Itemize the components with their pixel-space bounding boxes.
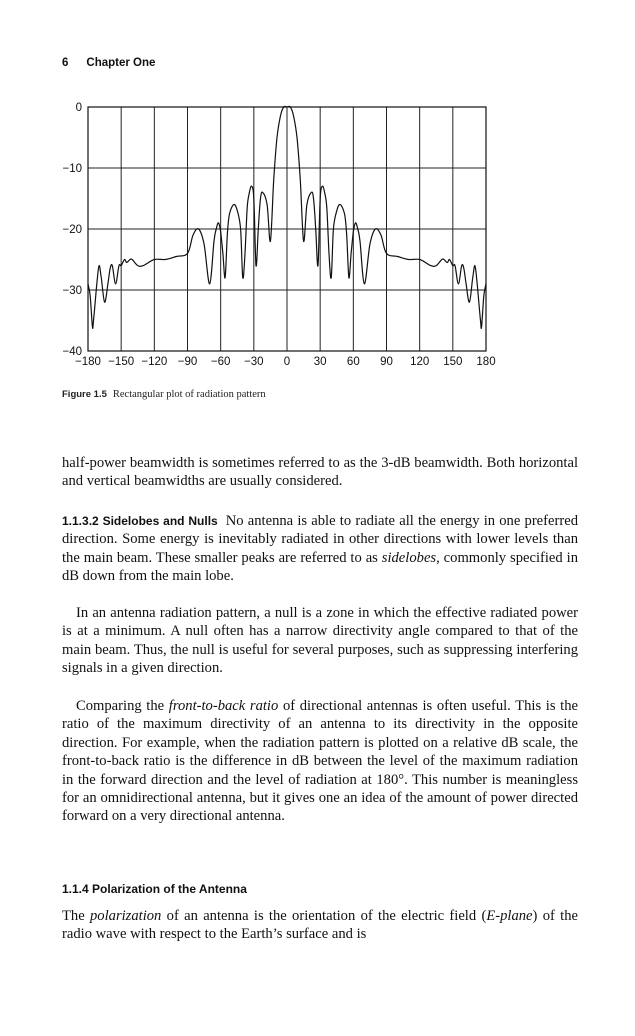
x-tick-label: −30 — [244, 356, 264, 368]
y-tick-label: −30 — [62, 285, 82, 297]
paragraph-beamwidth — [62, 454, 578, 491]
paragraph-text: ) of the radio wave with respect to the Earth’s surface and is — [62, 908, 578, 943]
paragraph-sidelobes — [62, 512, 578, 586]
emphasis-text: sidelobes — [381, 549, 437, 566]
chapter-title: Chapter One — [86, 57, 156, 69]
x-tick-label: −150 — [108, 356, 135, 368]
page-number: 6 — [62, 57, 69, 69]
paragraph-front-to-back — [62, 697, 578, 826]
figure-caption-text: Rectangular plot of radiation pattern — [112, 389, 266, 400]
x-tick-label: 30 — [313, 356, 327, 368]
paragraph-text: No antenna is able to radiate all the energy in one preferred direction. Some energy is inevitably radiated in other directions with lower levels than the main beam. These smaller peaks are referred to as — [62, 513, 578, 566]
paragraph-text: of directional antennas is often useful. This is the ratio of the maximum directivity of an antenna to its directivity in the opposite direction. For example, when the radiation pattern is plotted on a relative dB scale, the front-to-back ratio is the difference in dB between the level of the maximum radiation in the forward direction and the level of radiation at 180°. This number is meaningless for an omnidirectional antenna, but it gives one an idea of the amount of power directed forward on a very directional antenna. — [62, 698, 579, 825]
section-heading-polarization: 1.1.4 Polarization of the Antenna — [62, 882, 247, 896]
figure-label: Figure 1.5 — [62, 389, 107, 400]
x-tick-label: 120 — [410, 356, 430, 368]
x-tick-label: 90 — [380, 356, 393, 368]
paragraph-text: The — [62, 908, 90, 924]
x-tick-label: 150 — [443, 356, 463, 368]
paragraph-text: In an antenna radiation pattern, a null is a zone in which the effective radiated power is at a minimum. A null often has a narrow directivity angle compared to that of the main beam. Thus, the null is useful for several purposes, such as suppressing interfering signals in a given direction. — [62, 605, 578, 677]
x-tick-label: −120 — [141, 356, 168, 368]
emphasis-text: E-plane — [486, 908, 533, 924]
y-tick-label: −10 — [62, 163, 82, 175]
figure-caption — [62, 389, 266, 400]
running-header — [62, 57, 155, 69]
x-tick-label: −60 — [210, 356, 231, 368]
y-tick-label: −20 — [62, 224, 82, 236]
x-tick-label: −180 — [75, 356, 101, 368]
paragraph-polarization — [62, 907, 578, 944]
y-tick-label: 0 — [75, 102, 82, 114]
paragraph-text: of an antenna is the orientation of the electric field ( — [161, 908, 487, 924]
paragraph-nulls — [62, 604, 578, 678]
paragraph-text: , commonly specified in dB down from the main lobe. — [62, 549, 578, 585]
x-tick-label: 0 — [283, 356, 291, 368]
x-tick-label: 180 — [476, 356, 496, 368]
emphasis-text: polarization — [90, 908, 162, 924]
y-tick-label: −40 — [62, 346, 82, 358]
section-heading-sidelobes: 1.1.3.2 Sidelobes and Nulls — [62, 514, 218, 528]
x-tick-label: −90 — [177, 356, 198, 368]
x-tick-label: 60 — [346, 356, 360, 368]
radiation-pattern-chart — [52, 96, 502, 381]
paragraph-text: Comparing the — [76, 698, 169, 714]
emphasis-text: front-to-back ratio — [168, 698, 279, 714]
paragraph-text: half-power beamwidth is sometimes referred to as the 3-dB beamwidth. Both horizontal and vertical beamwidths are usually considered. — [62, 455, 578, 490]
